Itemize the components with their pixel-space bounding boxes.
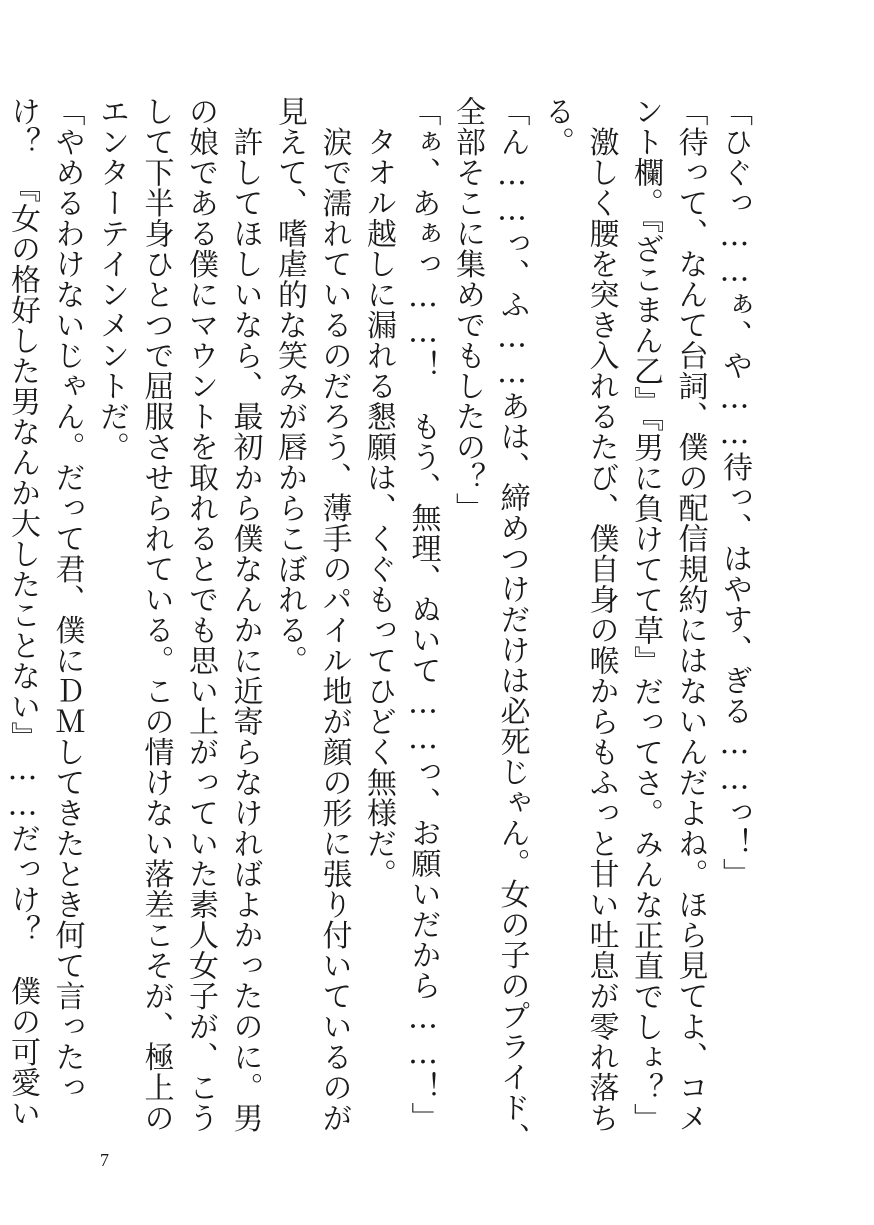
text-line: 「やめるわけないじゃん。だって君、僕にＤＭしてきたとき何て言ったっ	[49, 96, 85, 1103]
text-line: 全部そこに集めでもしたの？」	[450, 96, 485, 523]
vertical-text-body	[5, 96, 756, 1153]
text-line: 涙で濡れているのだろう、薄手のパイル地が顔の形に張り付いているのが	[316, 96, 352, 1133]
text-line: け？ 『女の格好した男なんか大したことない』……だっけ？ 僕の可愛い	[5, 96, 40, 1128]
text-line: 許してほしいなら、最初から僕なんかに近寄らなければよかったのに。男	[227, 96, 263, 1133]
text-line: 激しく腰を突き入れるたび、僕自身の喉からもふっと甘い吐息が零れ落ち	[583, 96, 619, 1133]
text-line: 「ひぐっ……ぁ、や……待っ、はやす、ぎる……っ！」	[717, 96, 752, 889]
text-line: 「ん……っ、ふ……あは、締めつけだけは必死じゃん。女の子のプライド、	[494, 96, 530, 1153]
text-line: 「ぁ、あぁっ……！ もう、無理、ぬいて……っ、お願いだから……！」	[405, 96, 441, 1133]
text-line: して下半身ひとつで屈服させられている。この情けない落差こそが、極上の	[138, 96, 174, 1133]
text-line: エンターテインメントだ。	[94, 96, 129, 462]
text-line: の娘である僕にマウントを取れるとでも思い上がっていた素人女子が、こう	[183, 96, 218, 1133]
text-line: る。	[539, 96, 574, 157]
text-line: タオル越しに漏れる懇願は、くぐもってひどく無様だ。	[361, 96, 396, 889]
page-number: 7	[100, 1150, 109, 1170]
text-line: 見えて、嗜虐的な笑みが唇からこぼれる。	[272, 96, 307, 676]
text-line: 「待って、なんて台詞、僕の配信規約にはないんだよね。ほら見てよ、コメ	[672, 96, 708, 1133]
text-line: ント欄。『ざこまん乙』『男に負けてて草』だってさ。みんな正直でしょ？」	[628, 96, 663, 1134]
